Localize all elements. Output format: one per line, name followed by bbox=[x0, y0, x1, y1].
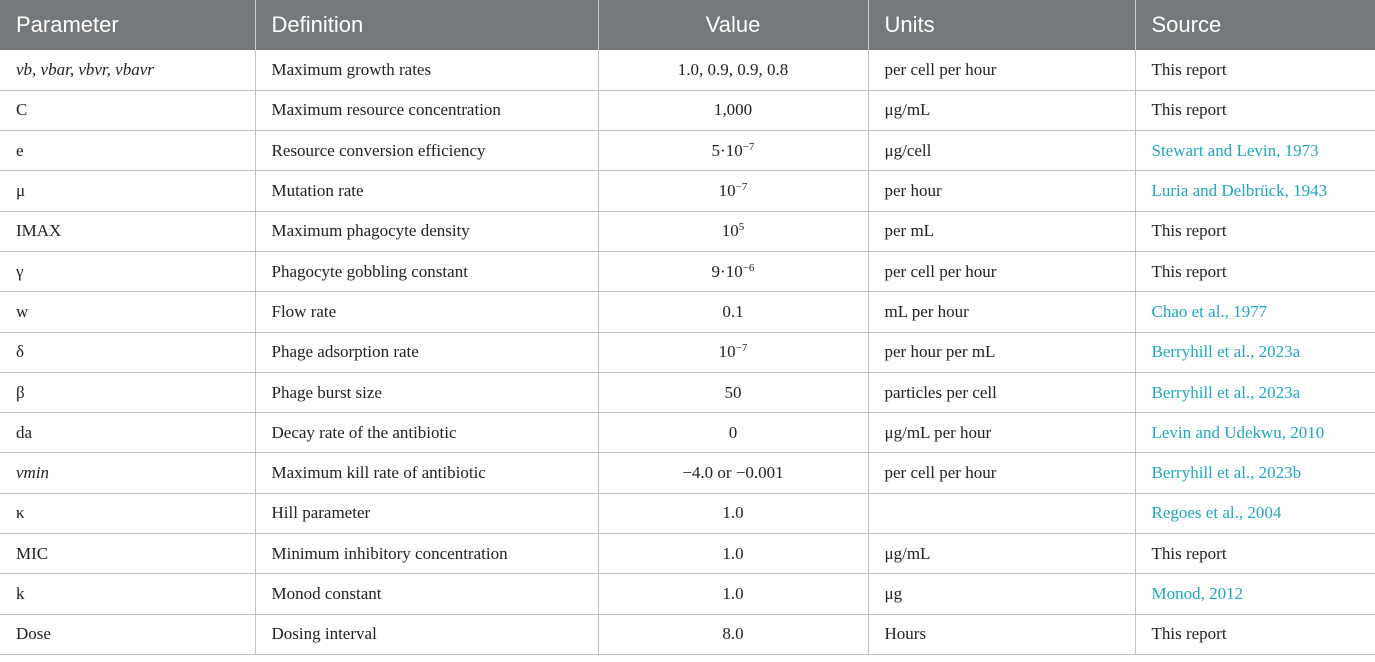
citation-link[interactable]: Stewart and Levin, 1973 bbox=[1135, 131, 1375, 171]
table-row bbox=[0, 413, 1375, 453]
table-row bbox=[0, 493, 1375, 533]
cell-parameter: δ bbox=[0, 332, 255, 372]
cell-definition: Mutation rate bbox=[255, 171, 598, 211]
cell-units: per cell per hour bbox=[868, 251, 1135, 291]
cell-value: 1.0 bbox=[598, 493, 868, 533]
cell-parameter: vmin bbox=[0, 453, 255, 493]
cell-parameter: w bbox=[0, 292, 255, 332]
table-body bbox=[0, 50, 1375, 654]
table-row bbox=[0, 453, 1375, 493]
cell-parameter: da bbox=[0, 413, 255, 453]
citation-link[interactable]: Monod, 2012 bbox=[1135, 574, 1375, 614]
cell-units: Hours bbox=[868, 614, 1135, 654]
citation-link[interactable]: Chao et al., 1977 bbox=[1135, 292, 1375, 332]
cell-definition: Monod constant bbox=[255, 574, 598, 614]
citation-link[interactable]: Berryhill et al., 2023a bbox=[1135, 372, 1375, 412]
table-row bbox=[0, 50, 1375, 90]
cell-parameter: e bbox=[0, 131, 255, 171]
table-row bbox=[0, 131, 1375, 171]
cell-source: This report bbox=[1135, 534, 1375, 574]
cell-units: μg bbox=[868, 574, 1135, 614]
cell-source: This report bbox=[1135, 211, 1375, 251]
cell-parameter: β bbox=[0, 372, 255, 412]
table-row bbox=[0, 211, 1375, 251]
cell-parameter: μ bbox=[0, 171, 255, 211]
header-definition: Definition bbox=[255, 0, 598, 50]
table-row bbox=[0, 534, 1375, 574]
cell-definition: Phage adsorption rate bbox=[255, 332, 598, 372]
header-row bbox=[0, 0, 1375, 50]
cell-source: This report bbox=[1135, 251, 1375, 291]
cell-units bbox=[868, 493, 1135, 533]
cell-parameter: IMAX bbox=[0, 211, 255, 251]
cell-parameter: κ bbox=[0, 493, 255, 533]
value-exponent: −6 bbox=[742, 261, 755, 274]
cell-units: per hour bbox=[868, 171, 1135, 211]
cell-definition: Dosing interval bbox=[255, 614, 598, 654]
cell-units: mL per hour bbox=[868, 292, 1135, 332]
value-base: 10 bbox=[718, 342, 736, 362]
cell-definition: Phage burst size bbox=[255, 372, 598, 412]
cell-value: 8.0 bbox=[598, 614, 868, 654]
cell-value bbox=[598, 211, 868, 251]
table-row bbox=[0, 614, 1375, 654]
table-row bbox=[0, 372, 1375, 412]
cell-units: particles per cell bbox=[868, 372, 1135, 412]
cell-units: μg/cell bbox=[868, 131, 1135, 171]
cell-parameter: k bbox=[0, 574, 255, 614]
table-row bbox=[0, 251, 1375, 291]
cell-parameter: MIC bbox=[0, 534, 255, 574]
cell-definition: Maximum kill rate of antibiotic bbox=[255, 453, 598, 493]
citation-link[interactable]: Berryhill et al., 2023a bbox=[1135, 332, 1375, 372]
cell-definition: Maximum growth rates bbox=[255, 50, 598, 90]
cell-value: 1.0 bbox=[598, 574, 868, 614]
value-exponent: −7 bbox=[735, 342, 748, 355]
cell-source: This report bbox=[1135, 614, 1375, 654]
table-row bbox=[0, 171, 1375, 211]
cell-units: per cell per hour bbox=[868, 50, 1135, 90]
cell-value bbox=[598, 171, 868, 211]
header-value: Value bbox=[598, 0, 868, 50]
cell-value: 0 bbox=[598, 413, 868, 453]
citation-link[interactable]: Levin and Udekwu, 2010 bbox=[1135, 413, 1375, 453]
cell-value: 1.0, 0.9, 0.9, 0.8 bbox=[598, 50, 868, 90]
value-base: 9·10 bbox=[711, 261, 743, 281]
cell-parameter: C bbox=[0, 90, 255, 130]
cell-parameter: Dose bbox=[0, 614, 255, 654]
header-parameter: Parameter bbox=[0, 0, 255, 50]
citation-link[interactable]: Berryhill et al., 2023b bbox=[1135, 453, 1375, 493]
cell-units: μg/mL bbox=[868, 90, 1135, 130]
cell-definition: Hill parameter bbox=[255, 493, 598, 533]
table-header bbox=[0, 0, 1375, 50]
value-base: 10 bbox=[718, 181, 736, 201]
cell-units: μg/mL bbox=[868, 534, 1135, 574]
table-row bbox=[0, 574, 1375, 614]
cell-units: per mL bbox=[868, 211, 1135, 251]
cell-units: per cell per hour bbox=[868, 453, 1135, 493]
cell-value: 1.0 bbox=[598, 534, 868, 574]
cell-value bbox=[598, 251, 868, 291]
cell-definition: Flow rate bbox=[255, 292, 598, 332]
cell-parameter: γ bbox=[0, 251, 255, 291]
table-row bbox=[0, 332, 1375, 372]
cell-definition: Minimum inhibitory concentration bbox=[255, 534, 598, 574]
citation-link[interactable]: Luria and Delbrück, 1943 bbox=[1135, 171, 1375, 211]
value-exponent: 5 bbox=[738, 221, 745, 234]
table-row bbox=[0, 292, 1375, 332]
header-source: Source bbox=[1135, 0, 1375, 50]
cell-definition: Decay rate of the antibiotic bbox=[255, 413, 598, 453]
cell-definition: Maximum resource concentration bbox=[255, 90, 598, 130]
cell-units: per hour per mL bbox=[868, 332, 1135, 372]
cell-value: 1,000 bbox=[598, 90, 868, 130]
value-exponent: −7 bbox=[742, 140, 755, 153]
header-units: Units bbox=[868, 0, 1135, 50]
cell-parameter: vb, vbar, vbvr, vbavr bbox=[0, 50, 255, 90]
value-base: 5·10 bbox=[711, 140, 743, 160]
cell-value: 50 bbox=[598, 372, 868, 412]
citation-link[interactable]: Regoes et al., 2004 bbox=[1135, 493, 1375, 533]
cell-value bbox=[598, 131, 868, 171]
table-row bbox=[0, 90, 1375, 130]
value-base: 10 bbox=[721, 221, 739, 241]
cell-value: 0.1 bbox=[598, 292, 868, 332]
value-exponent: −7 bbox=[735, 181, 748, 194]
cell-value bbox=[598, 332, 868, 372]
cell-definition: Phagocyte gobbling constant bbox=[255, 251, 598, 291]
cell-definition: Resource conversion efficiency bbox=[255, 131, 598, 171]
cell-value: −4.0 or −0.001 bbox=[598, 453, 868, 493]
cell-units: μg/mL per hour bbox=[868, 413, 1135, 453]
cell-source: This report bbox=[1135, 90, 1375, 130]
cell-source: This report bbox=[1135, 50, 1375, 90]
cell-definition: Maximum phagocyte density bbox=[255, 211, 598, 251]
